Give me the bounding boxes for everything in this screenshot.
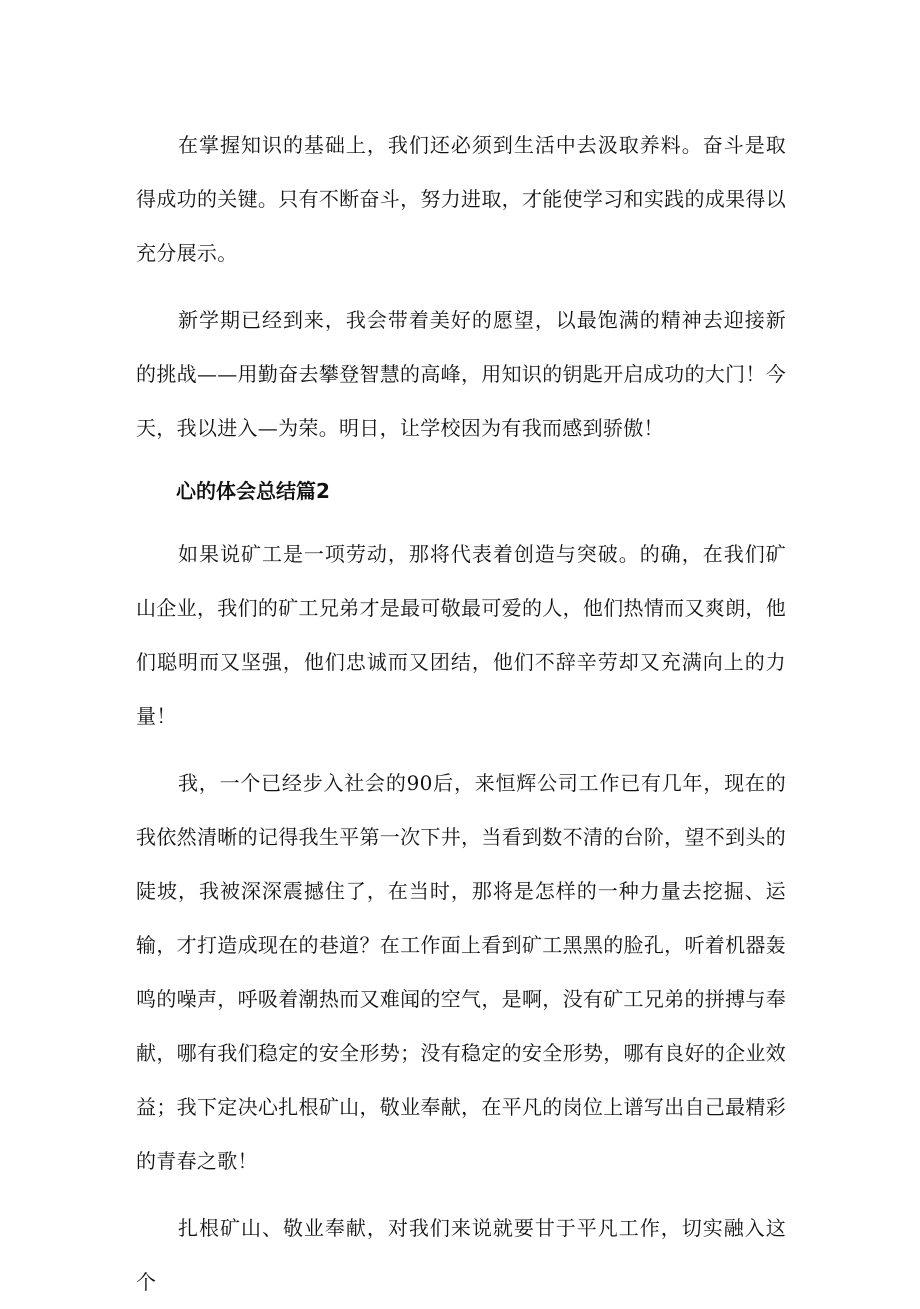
paragraph: 扎根矿山、敬业奉献，对我们来说就要甘于平凡工作，切实融入这个 (136, 1216, 786, 1294)
paragraph: 我，一个已经步入社会的90后，来恒辉公司工作已有几年，现在的我依然清晰的记得我生平第一次下井，当看到数不清的台阶，望不到头的陡坡，我被深深震撼住了，在当时，那将是怎样的一种力量去挖掘、运输，才打造成现在的巷道？在工作面上看到矿工黑黑的脸孔，听着机器轰鸣的噪声，呼吸着潮热而又难闻的空气，是啊，没有矿工兄弟的拼搏与奉献，哪有我们稳定的安全形势；没有稳定的安全形势，哪有良好的企业效益；我下定决心扎根矿山，敬业奉献，在平凡的岗位上谱写出自己最精彩的青春之歌！ (136, 771, 786, 1173)
paragraph: 在掌握知识的基础上，我们还必须到生活中去汲取养料。奋斗是取得成功的关键。只有不断奋斗，努力进取，才能使学习和实践的成果得以充分展示。 (136, 133, 786, 265)
paragraph: 如果说矿工是一项劳动，那将代表着创造与突破。的确，在我们矿山企业，我们的矿工兄弟才是最可敬最可爱的人，他们热情而又爽朗，他们聪明而又坚强，他们忠诚而又团结，他们不辞辛劳却又充满向上的力量！ (136, 542, 786, 728)
paragraph: 新学期已经到来，我会带着美好的愿望，以最饱满的精神去迎接新的挑战——用勤奋去攀登智慧的高峰，用知识的钥匙开启成功的大门！今天，我以进入—为荣。明日，让学校因为有我而感到骄傲！ (136, 308, 786, 440)
document-body (136, 118, 786, 1309)
section-heading: 心的体会总结篇2 (176, 479, 330, 503)
